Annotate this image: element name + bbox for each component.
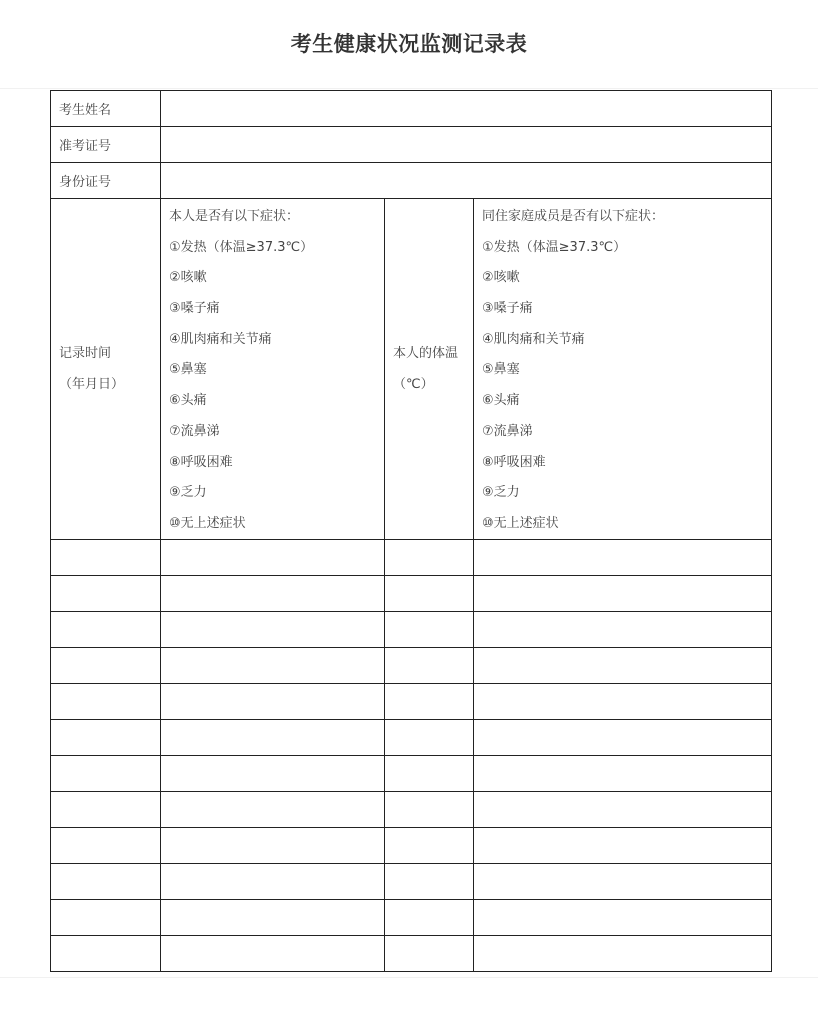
cell-temperature[interactable] — [385, 612, 474, 648]
cell-temperature[interactable] — [385, 828, 474, 864]
label-name: 考生姓名 — [51, 91, 161, 127]
cell-family-symptoms[interactable] — [474, 648, 772, 684]
symptom-item: ⑤鼻塞 — [482, 362, 520, 378]
row-name — [51, 91, 772, 127]
divider-bottom — [0, 977, 818, 978]
label-id-no: 身份证号 — [51, 163, 161, 199]
symptom-item: ④肌肉痛和关节痛 — [482, 331, 585, 347]
table-row — [51, 864, 772, 900]
row-admission — [51, 127, 772, 163]
row-id — [51, 163, 772, 199]
cell-record-time[interactable] — [51, 936, 161, 972]
symptom-item: ⑨乏力 — [169, 485, 207, 501]
cell-family-symptoms[interactable] — [474, 612, 772, 648]
cell-family-symptoms[interactable] — [474, 828, 772, 864]
record-time-line2: （年月日） — [59, 377, 125, 392]
table-row — [51, 828, 772, 864]
symptom-item: ①发热（体温≥37.3℃） — [169, 239, 314, 255]
table-row — [51, 792, 772, 828]
symptom-item: ⑩无上述症状 — [482, 515, 559, 531]
cell-self-symptoms[interactable] — [161, 612, 385, 648]
table-row — [51, 540, 772, 576]
symptom-item: ⑥头痛 — [169, 393, 207, 409]
symptom-item: ⑥头痛 — [482, 393, 520, 409]
cell-temperature[interactable] — [385, 936, 474, 972]
table-row — [51, 576, 772, 612]
cell-temperature[interactable] — [385, 864, 474, 900]
temperature-line1: 本人的体温 — [393, 346, 459, 361]
cell-self-symptoms[interactable] — [161, 828, 385, 864]
cell-temperature[interactable] — [385, 720, 474, 756]
cell-temperature[interactable] — [385, 900, 474, 936]
cell-self-symptoms[interactable] — [161, 864, 385, 900]
symptom-item: ②咳嗽 — [482, 270, 520, 286]
table-row — [51, 756, 772, 792]
cell-temperature[interactable] — [385, 648, 474, 684]
input-name[interactable] — [161, 91, 772, 127]
cell-record-time[interactable] — [51, 900, 161, 936]
cell-self-symptoms[interactable] — [161, 576, 385, 612]
symptom-item: ⑦流鼻涕 — [482, 423, 533, 439]
cell-record-time[interactable] — [51, 612, 161, 648]
header-family-symptoms — [474, 199, 772, 540]
cell-family-symptoms[interactable] — [474, 792, 772, 828]
cell-self-symptoms[interactable] — [161, 936, 385, 972]
cell-record-time[interactable] — [51, 828, 161, 864]
symptom-item: ③嗓子痛 — [169, 301, 220, 317]
table-row — [51, 900, 772, 936]
temperature-line2: （℃） — [393, 377, 434, 392]
cell-self-symptoms[interactable] — [161, 648, 385, 684]
symptom-item: ⑩无上述症状 — [169, 515, 246, 531]
table-row — [51, 648, 772, 684]
cell-temperature[interactable] — [385, 684, 474, 720]
symptom-item: ⑦流鼻涕 — [169, 423, 220, 439]
cell-temperature[interactable] — [385, 792, 474, 828]
cell-temperature[interactable] — [385, 576, 474, 612]
cell-family-symptoms[interactable] — [474, 864, 772, 900]
header-temperature — [385, 199, 474, 540]
cell-family-symptoms[interactable] — [474, 936, 772, 972]
symptom-item: ⑧呼吸困难 — [482, 454, 546, 470]
symptom-item: ③嗓子痛 — [482, 301, 533, 317]
table-row — [51, 720, 772, 756]
self-symptoms-heading: 本人是否有以下症状： — [169, 209, 300, 224]
cell-family-symptoms[interactable] — [474, 684, 772, 720]
symptom-item: ⑤鼻塞 — [169, 362, 207, 378]
cell-record-time[interactable] — [51, 540, 161, 576]
table-row — [51, 612, 772, 648]
table-row — [51, 936, 772, 972]
record-time-line1: 记录时间 — [59, 346, 112, 361]
cell-self-symptoms[interactable] — [161, 792, 385, 828]
cell-temperature[interactable] — [385, 540, 474, 576]
cell-record-time[interactable] — [51, 576, 161, 612]
input-admission-no[interactable] — [161, 127, 772, 163]
cell-family-symptoms[interactable] — [474, 540, 772, 576]
cell-record-time[interactable] — [51, 720, 161, 756]
cell-self-symptoms[interactable] — [161, 540, 385, 576]
cell-record-time[interactable] — [51, 648, 161, 684]
symptom-item: ④肌肉痛和关节痛 — [169, 331, 272, 347]
symptom-item: ①发热（体温≥37.3℃） — [482, 239, 627, 255]
cell-record-time[interactable] — [51, 792, 161, 828]
health-record-table — [50, 90, 772, 972]
cell-temperature[interactable] — [385, 756, 474, 792]
family-symptoms-heading: 同住家庭成员是否有以下症状： — [482, 209, 665, 224]
symptom-item: ⑨乏力 — [482, 485, 520, 501]
cell-family-symptoms[interactable] — [474, 576, 772, 612]
symptom-item: ②咳嗽 — [169, 270, 207, 286]
row-header — [51, 199, 772, 540]
input-id-no[interactable] — [161, 163, 772, 199]
cell-self-symptoms[interactable] — [161, 720, 385, 756]
cell-self-symptoms[interactable] — [161, 900, 385, 936]
cell-family-symptoms[interactable] — [474, 720, 772, 756]
cell-record-time[interactable] — [51, 756, 161, 792]
divider-top — [0, 88, 818, 89]
cell-family-symptoms[interactable] — [474, 900, 772, 936]
table-row — [51, 684, 772, 720]
symptom-item: ⑧呼吸困难 — [169, 454, 233, 470]
header-record-time — [51, 199, 161, 540]
cell-record-time[interactable] — [51, 864, 161, 900]
label-admission-no: 准考证号 — [51, 127, 161, 163]
header-self-symptoms — [161, 199, 385, 540]
cell-self-symptoms[interactable] — [161, 756, 385, 792]
cell-family-symptoms[interactable] — [474, 756, 772, 792]
cell-record-time[interactable] — [51, 684, 161, 720]
cell-self-symptoms[interactable] — [161, 684, 385, 720]
page-title: 考生健康状况监测记录表 — [290, 32, 528, 56]
